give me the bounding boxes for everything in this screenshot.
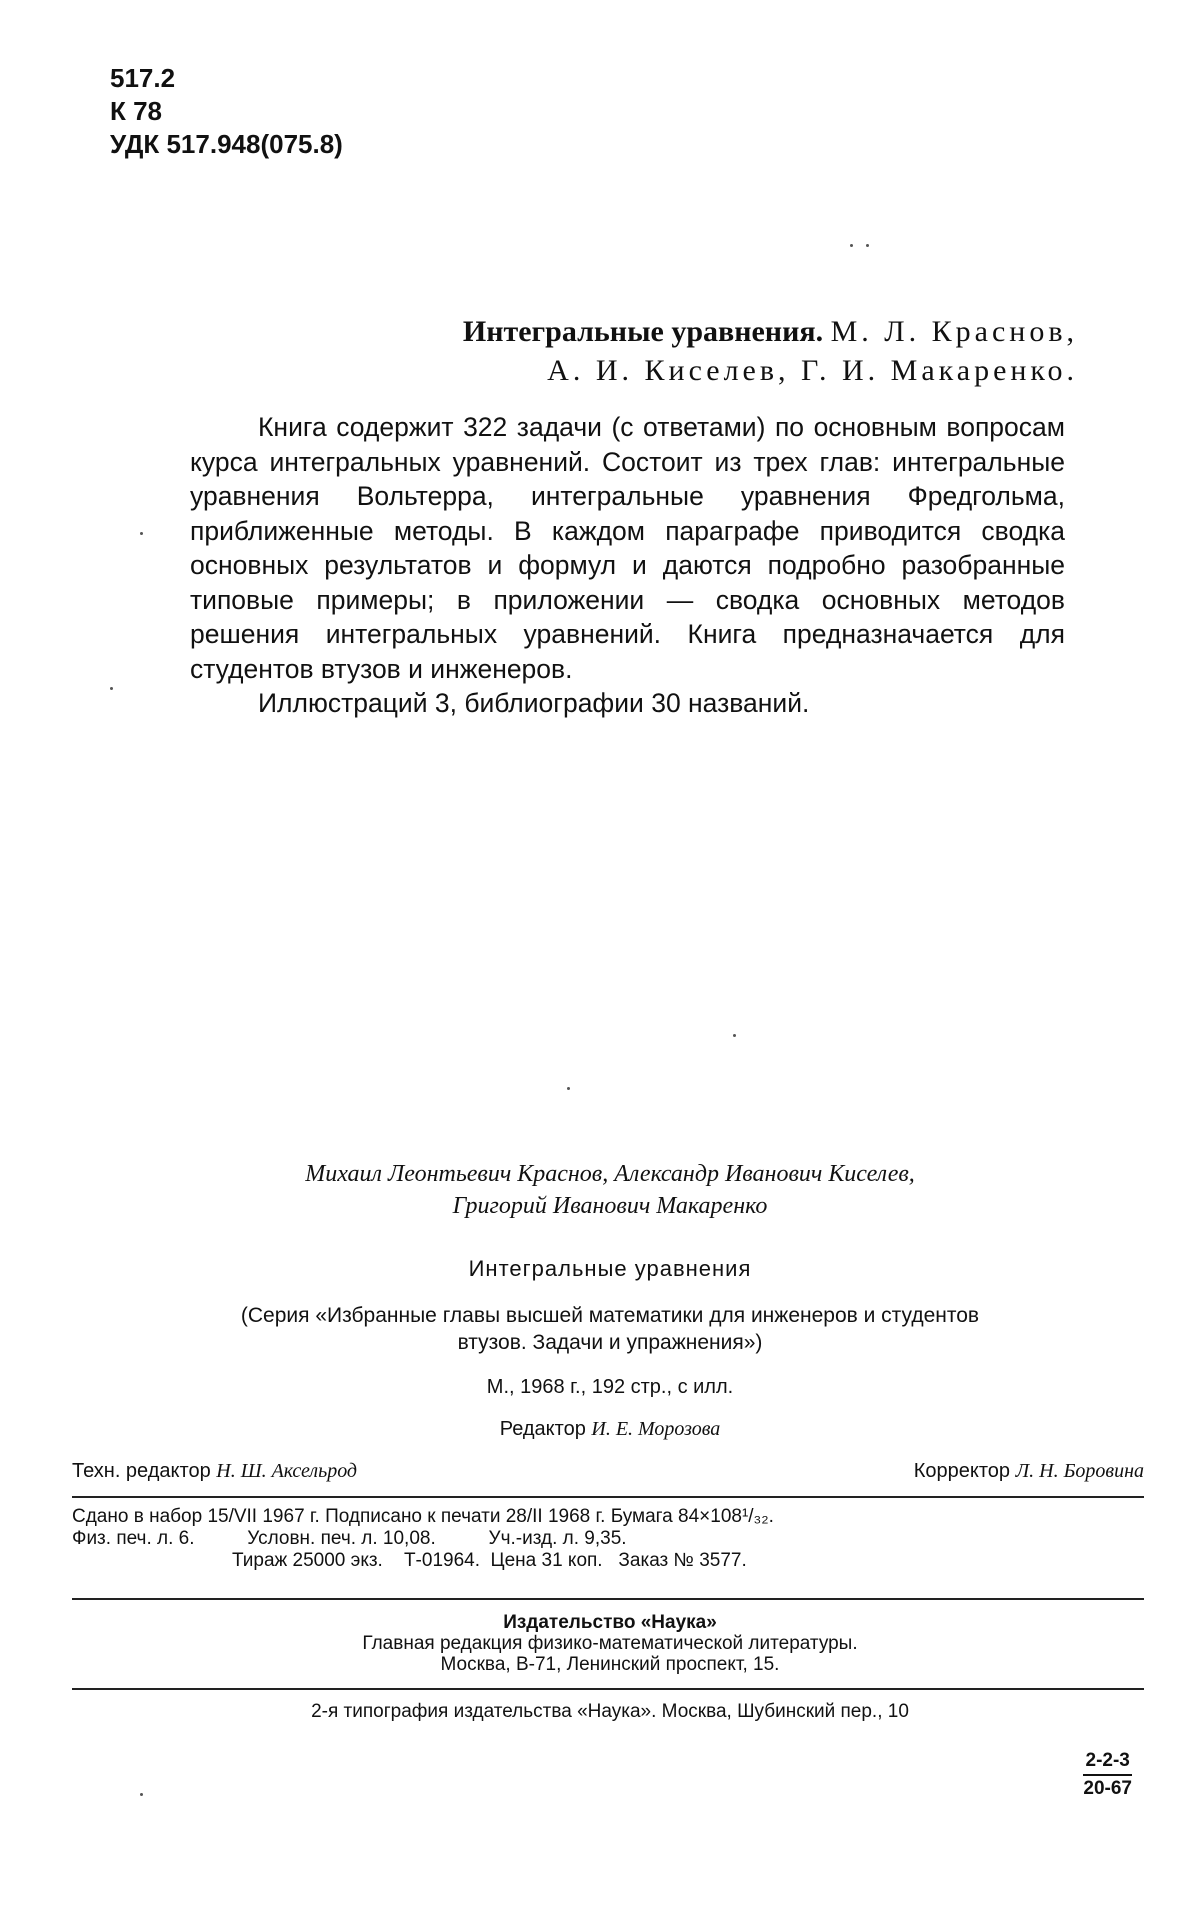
publisher-block: [80, 1612, 1140, 1675]
print-speck: [140, 1793, 143, 1796]
print-speck: [850, 244, 853, 247]
tech-editor-credit: [72, 1460, 357, 1482]
editor-credit: [80, 1418, 1140, 1441]
print-speck: [110, 687, 113, 690]
bbk-code: 517.2: [110, 63, 176, 93]
imprint-block: [72, 1506, 1144, 1572]
print-speck: [866, 244, 869, 247]
author-sign: К 78: [110, 96, 163, 126]
publisher-address: Москва, В-71, Ленинский проспект, 15.: [440, 1654, 780, 1675]
corrector-credit: [914, 1460, 1144, 1483]
divider-rule: [72, 1598, 1144, 1600]
udc-code: УДК 517.948(075.8): [110, 129, 343, 159]
catalog-code-top: 2-2-3: [1083, 1748, 1132, 1776]
catalog-code-bottom: 20-67: [1083, 1778, 1132, 1799]
divider-rule: [72, 1496, 1144, 1498]
book-title: Интегральные уравнения: [468, 1256, 752, 1281]
annotation-paragraph: Книга содержит 322 задачи (с ответами) по основным вопросам курса интегральных уравнений. Состоит из трех глав: интегральные уравнения Вольтерра, интегральные уравнения Фредгольма, приближенные методы. В каждом параграфе приводится сводка основных результатов и формул и даются подробно разобранные типовые примеры; в приложении — сводка основных методов решения интегральных уравнений. Книга предназначается для студентов втузов и инженеров.: [190, 412, 1065, 684]
printer-info: 2-я типография издательства «Наука». Москва, Шубинский пер., 10: [311, 1701, 909, 1722]
series-line2: втузов. Задачи и упражнения»): [457, 1331, 763, 1354]
editor-name: И. Е. Морозова: [591, 1418, 721, 1440]
catalog-code: [1083, 1748, 1132, 1801]
tech-editor-name: Н. Ш. Аксельрод: [216, 1460, 358, 1482]
publisher-name: Издательство «Наука»: [503, 1612, 717, 1633]
publisher-division: Главная редакция физико-математической литературы.: [362, 1633, 858, 1654]
editor-label: Редактор: [499, 1418, 586, 1440]
corrector-name: Л. Н. Боровина: [1015, 1460, 1144, 1482]
staff-credits: [72, 1460, 1144, 1483]
annotation-authors-line1: М. Л. Краснов,: [830, 315, 1078, 348]
authors-full-line2: Григорий Иванович Макаренко: [452, 1193, 768, 1219]
divider-rule: [72, 1688, 1144, 1690]
udc-block: [110, 62, 343, 161]
annotation-authors-line2: А. И. Киселев, Г. И. Макаренко.: [547, 354, 1078, 387]
imprint-line1: Сдано в набор 15/VII 1967 г. Подписано к печати 28/II 1968 г. Бумага 84×108¹/₃₂.: [72, 1506, 774, 1527]
tech-editor-label: Техн. редактор: [72, 1460, 211, 1482]
imprint-line3: Тираж 25000 экз. Т-01964. Цена 31 коп. Заказ № 3577.: [232, 1550, 747, 1571]
series-info: [80, 1302, 1140, 1356]
annotation-illustrations: Иллюстраций 3, библиографии 30 названий.: [258, 688, 810, 718]
publication-info: М., 1968 г., 192 стр., с илл.: [486, 1376, 734, 1398]
corrector-label: Корректор: [913, 1460, 1011, 1482]
annotation-text: [190, 410, 1065, 721]
imprint-line2: Физ. печ. л. 6. Условн. печ. л. 10,08. Уч.-изд. л. 9,35.: [72, 1528, 627, 1549]
annotation-title: Интегральные уравнения.: [462, 315, 824, 348]
print-speck: [140, 532, 143, 535]
authors-full-names: [80, 1158, 1140, 1222]
series-line1: (Серия «Избранные главы высшей математики для инженеров и студентов: [240, 1304, 980, 1327]
authors-full-line1: Михаил Леонтьевич Краснов, Александр Иванович Киселев,: [305, 1161, 915, 1187]
print-speck: [567, 1087, 570, 1090]
annotation-heading: [318, 312, 1078, 390]
print-speck: [733, 1034, 736, 1037]
